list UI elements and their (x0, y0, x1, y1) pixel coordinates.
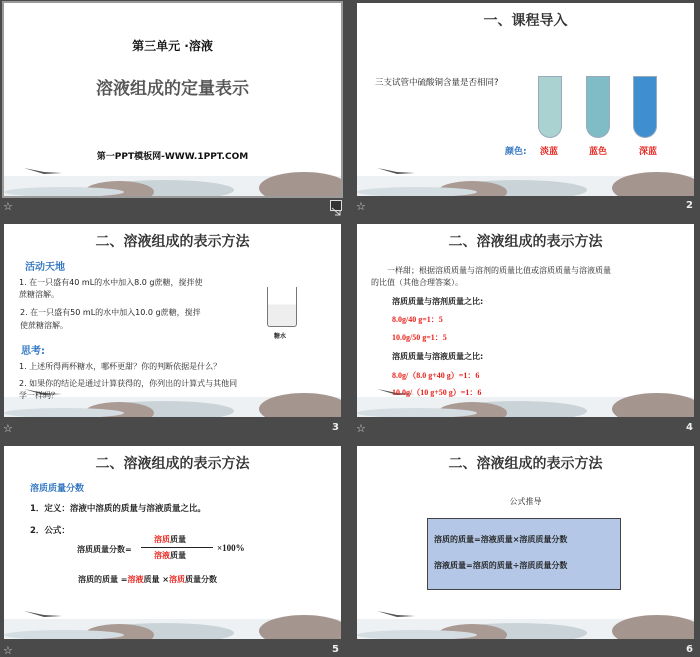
activity-item: 蔗糖溶解。 (19, 290, 59, 299)
slide-title: 溶液组成的定量表示 (96, 79, 249, 99)
unit-label: 第三单元 ·溶液 (132, 39, 213, 53)
slide-thumbnail-1[interactable] (4, 3, 341, 196)
slide-number: 5 (332, 644, 339, 655)
activity-item: 1. 在一只盛有40 mL的水中加入8.0 g蔗糖，搅拌使 (19, 278, 203, 287)
activity-item: 使蔗糖溶解。 (20, 321, 68, 330)
beaker-icon (267, 287, 297, 327)
test-tube-light (538, 76, 562, 138)
activity-heading: 活动天地 (25, 262, 65, 273)
slide-thumbnail-2[interactable] (357, 3, 694, 196)
slide-number: 6 (686, 644, 693, 655)
slide-title: 二、溶液组成的表示方法 (448, 456, 603, 472)
color-label: 颜色: (505, 147, 527, 157)
slide-number: 4 (686, 422, 693, 433)
question-text: 三支试管中硫酸铜含量是否相同? (375, 78, 499, 88)
mountain-decoration (357, 599, 694, 639)
beaker-label: 糖水 (274, 333, 287, 340)
slide-number: 3 (332, 422, 339, 433)
transition-icon[interactable] (330, 200, 342, 211)
test-tube-dark (633, 76, 657, 138)
slide-title: 二、溶液组成的表示方法 (448, 234, 603, 250)
animation-star-icon[interactable]: ☆ (3, 422, 13, 435)
section-subtitle: 公式推导 (509, 497, 542, 506)
slide-thumbnail-4[interactable] (357, 224, 694, 417)
ratio-line: 8.0g/40 g=1：5 (392, 315, 443, 324)
ratio-heading: 溶质质量与溶液质量之比: (392, 352, 484, 361)
formula-line: 溶液质量=溶质的质量÷溶质质量分数 (434, 561, 568, 570)
slide-thumbnail-6[interactable] (357, 446, 694, 639)
slide-thumbnail-5[interactable] (4, 446, 341, 639)
think-heading: 思考: (21, 346, 45, 357)
ratio-heading: 溶质质量与溶剂质量之比: (392, 297, 484, 306)
slide-number: 2 (686, 200, 693, 211)
intro-text: 的比值（其他合理答案）。 (371, 278, 463, 287)
mountain-decoration (4, 599, 341, 639)
footer-text: 第一PPT模板网-WWW.1PPT.COM (96, 152, 249, 162)
formula-2: 溶质的质量 =溶液质量 ×溶质质量分数 (78, 575, 217, 584)
question-item: 学一样吗？ (19, 391, 59, 400)
test-tube-medium (586, 76, 610, 138)
ratio-line: 10.0g/50 g=1：5 (392, 333, 447, 342)
formula-numerator: 溶质质量 (154, 535, 186, 544)
mountain-decoration (4, 156, 341, 196)
animation-star-icon[interactable]: ☆ (356, 200, 366, 213)
fraction-bar (141, 547, 213, 548)
formula-lhs: 溶质质量分数= (77, 545, 132, 554)
color-medium: 蓝色 (589, 147, 608, 157)
animation-star-icon[interactable]: ☆ (356, 422, 366, 435)
slide-title: 二、溶液组成的表示方法 (95, 456, 250, 472)
intro-text: 一样甜；根据溶质质量与溶剂的质量比值或溶质质量与溶液质量 (387, 266, 611, 275)
color-light: 淡蓝 (540, 147, 559, 157)
formula-label: 2．公式： (30, 526, 70, 536)
definition-text: 1．定义：溶液中溶质的质量与溶液质量之比。 (30, 504, 206, 514)
mountain-decoration (357, 156, 694, 196)
ratio-line: 8.0g/（8.0 g+40 g）=1：6 (392, 371, 480, 380)
animation-star-icon[interactable]: ☆ (3, 200, 13, 213)
section-subtitle: 溶质质量分数 (30, 484, 85, 494)
formula-denominator: 溶液质量 (154, 551, 186, 560)
question-item: 1. 上述所得两杯糖水，哪杯更甜？你的判断依据是什么？ (19, 362, 222, 371)
activity-item: 2. 在一只盛有50 mL的水中加入10.0 g蔗糖，搅拌 (20, 308, 201, 317)
slide-title: 二、溶液组成的表示方法 (95, 234, 250, 250)
question-item: 2. 如果你的结论是通过计算获得的，你列出的计算式与其他同 (19, 379, 238, 388)
slide-thumbnail-3[interactable] (4, 224, 341, 417)
color-dark: 深蓝 (639, 147, 658, 157)
formula-box (427, 518, 621, 590)
formula-times: ×100% (217, 543, 245, 553)
formula-line: 溶质的质量=溶液质量×溶质质量分数 (434, 535, 568, 544)
ratio-line: 10.0g/（10 g+50 g）=1：6 (392, 388, 482, 397)
animation-star-icon[interactable]: ☆ (3, 644, 13, 657)
slide-title: 一、课程导入 (483, 13, 568, 29)
